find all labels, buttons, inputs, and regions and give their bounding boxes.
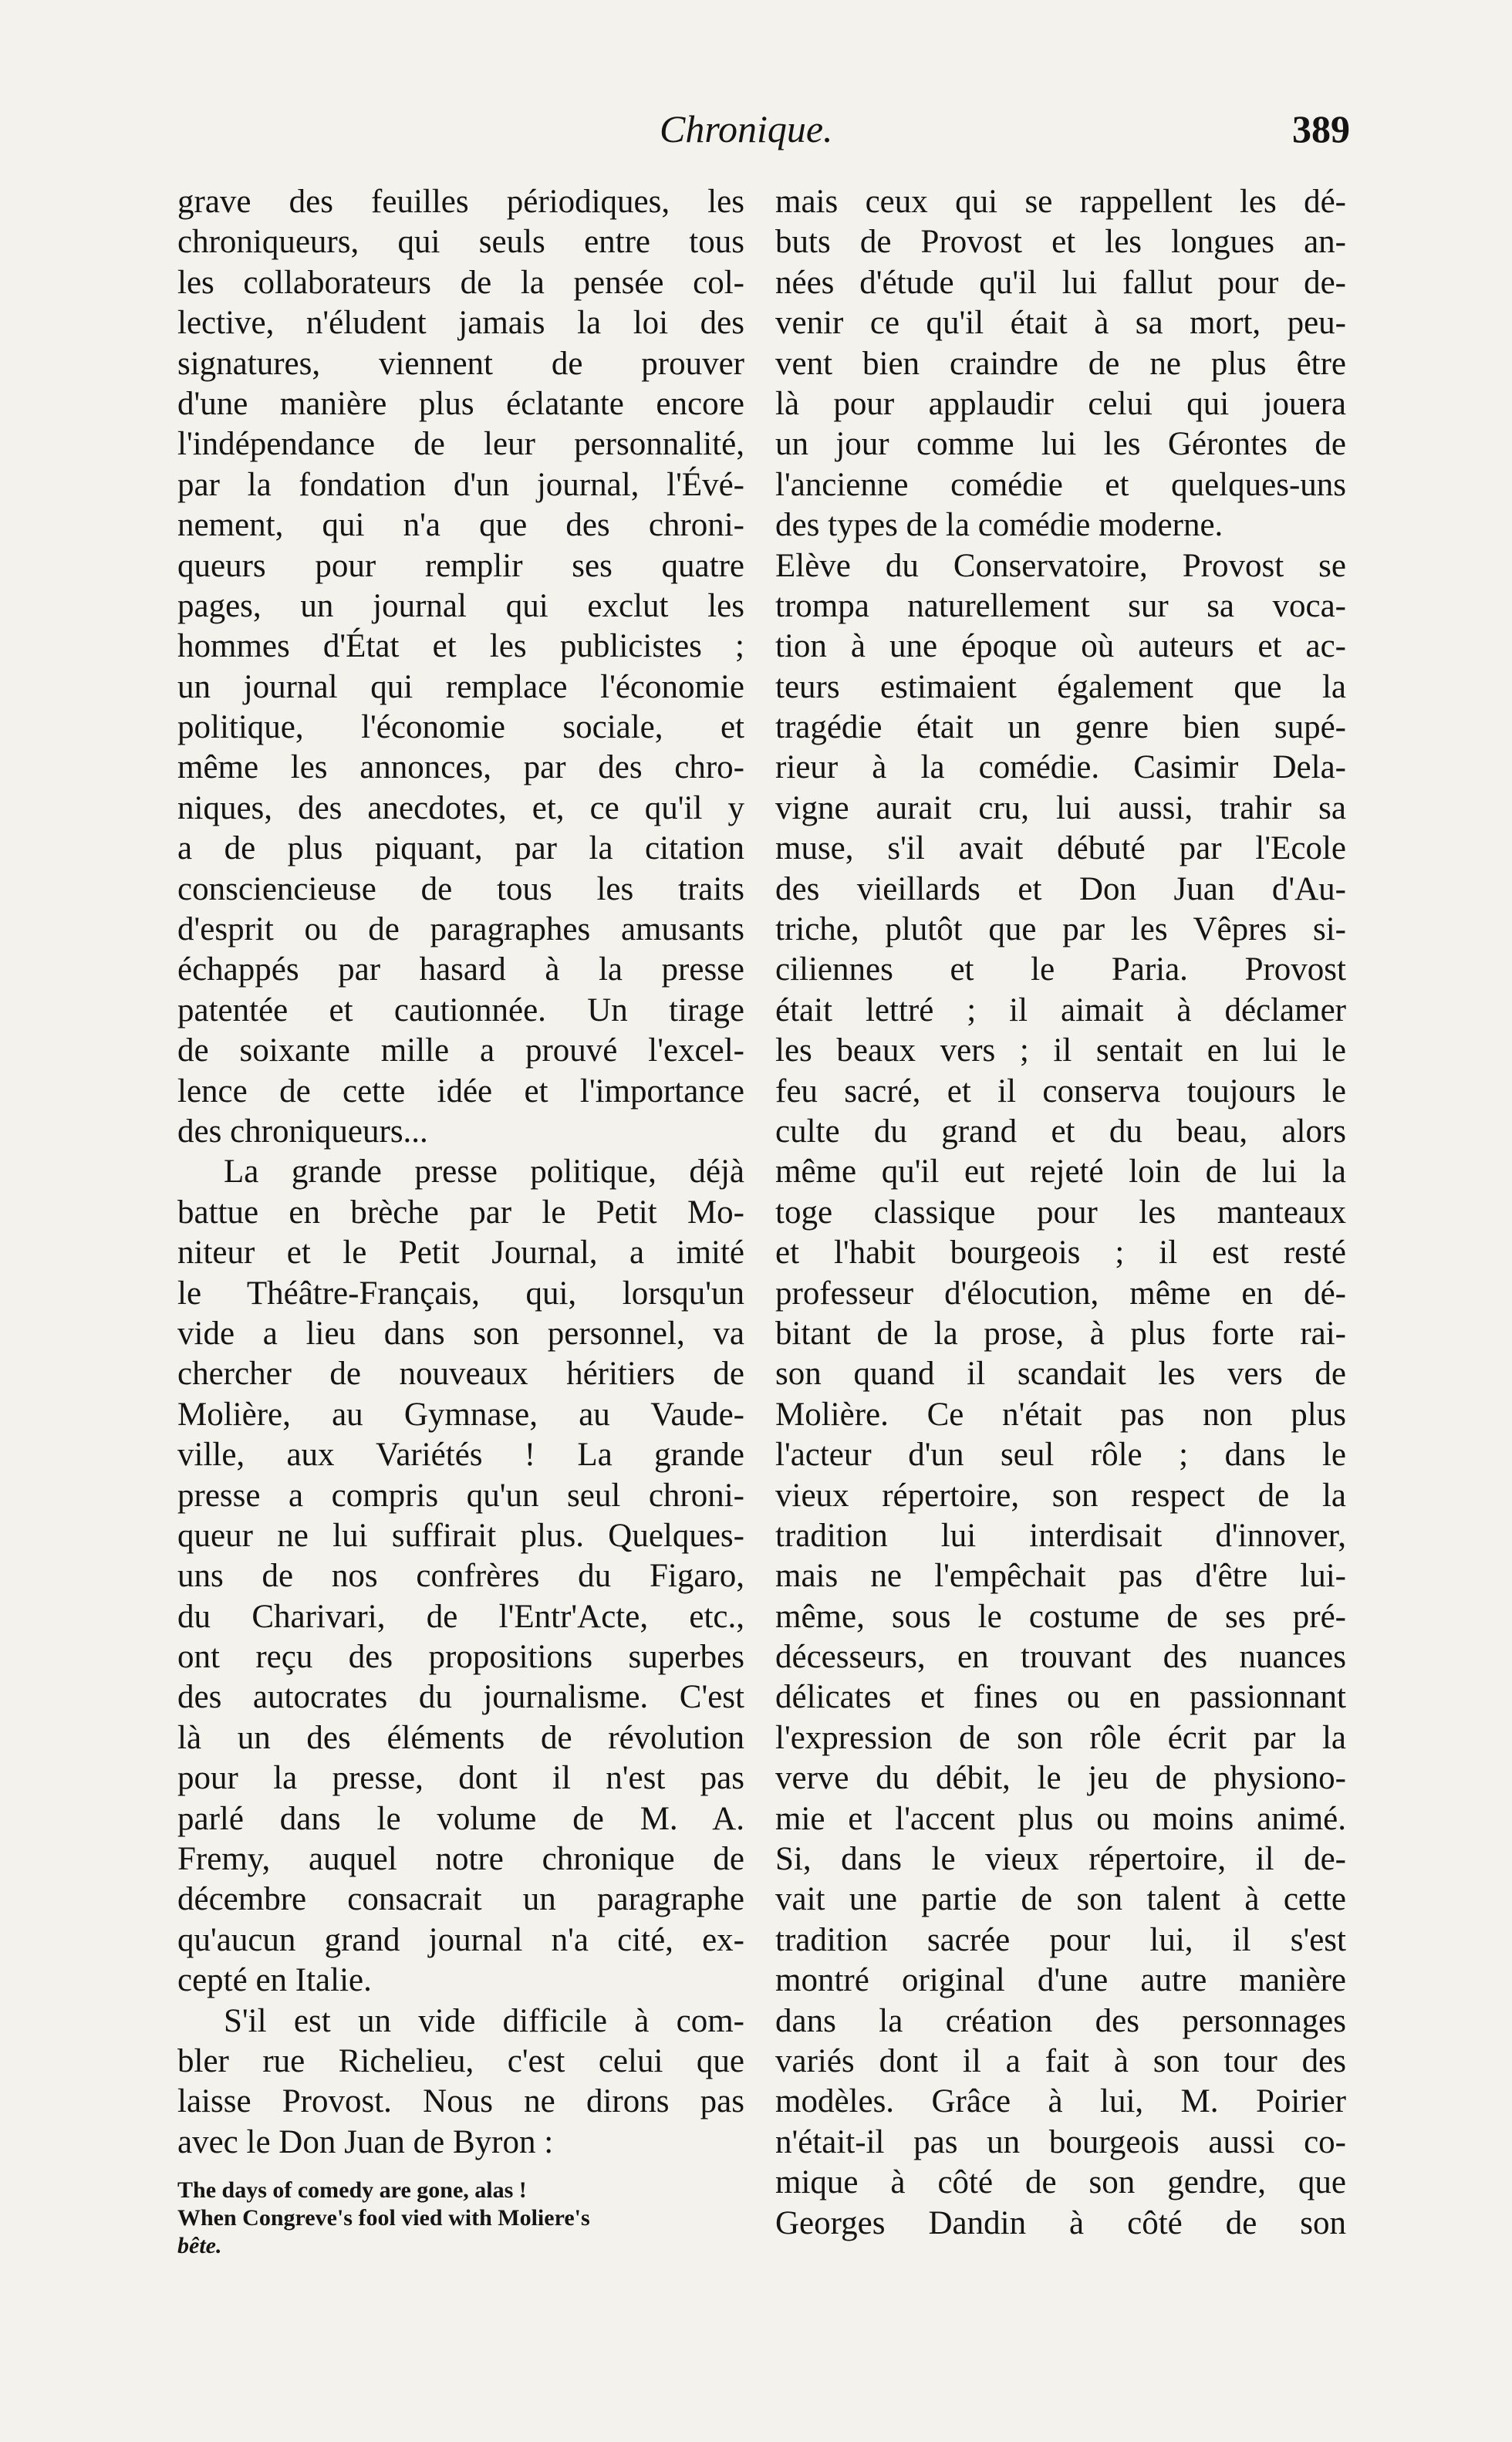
text-line: queur ne lui suffirait plus. Quelques-: [177, 1517, 744, 1554]
text-line: chroniqueurs, qui seuls entre tous: [177, 224, 744, 261]
running-head: [177, 106, 1350, 168]
quote-spacer: [177, 2163, 744, 2177]
text-line: niteur et le Petit Journal, a imité: [177, 1235, 744, 1272]
text-line: bler rue Richelieu, c'est celui que: [177, 2042, 744, 2079]
text-line: d'une manière plus éclatante encore: [177, 385, 744, 422]
text-line: des chroniqueurs...: [177, 1113, 428, 1150]
text-line: tradition lui interdisait d'innover,: [775, 1517, 1346, 1554]
text-line: Si, dans le vieux répertoire, il de-: [775, 1841, 1346, 1878]
text-line: son quand il scandait les vers de: [775, 1356, 1346, 1393]
text-line: vide a lieu dans son personnel, va: [177, 1315, 744, 1352]
text-line: même, sous le costume de ses pré-: [775, 1598, 1346, 1635]
text-line: trompa naturellement sur sa voca-: [775, 587, 1346, 624]
text-line: nement, qui n'a que des chroni-: [177, 507, 744, 544]
text-line: décesseurs, en trouvant des nuances: [775, 1639, 1346, 1676]
text-line: uns de nos confrères du Figaro,: [177, 1558, 744, 1595]
text-line: rieur à la comédie. Casimir Dela-: [775, 749, 1346, 786]
text-line: dans la création des personnages: [775, 2002, 1346, 2039]
text-line: parlé dans le volume de M. A.: [177, 1800, 744, 1837]
text-line: qu'aucun grand journal n'a cité, ex-: [177, 1921, 744, 1958]
text-line: hommes d'État et les publicistes ;: [177, 628, 744, 665]
left-column: [177, 182, 744, 2260]
page-number: 389: [1292, 107, 1350, 150]
right-column: [775, 182, 1346, 2244]
quote-line: The days of comedy are gone, alas !: [177, 2177, 527, 2204]
text-line: du Charivari, de l'Entr'Acte, etc.,: [177, 1598, 744, 1635]
text-line: verve du débit, le jeu de physiono-: [775, 1760, 1346, 1797]
text-line: variés dont il a fait à son tour des: [775, 2042, 1346, 2079]
text-line: ciliennes et le Paria. Provost: [775, 951, 1346, 988]
text-line: même les annonces, par des chro-: [177, 749, 744, 786]
text-line: teurs estimaient également que la: [775, 668, 1346, 705]
text-line: professeur d'élocution, même en dé-: [775, 1275, 1346, 1312]
text-line: vigne aurait cru, lui aussi, trahir sa: [775, 789, 1346, 826]
text-line: nées d'étude qu'il lui fallut pour de-: [775, 264, 1346, 301]
text-line: tradition sacrée pour lui, il s'est: [775, 1921, 1346, 1958]
text-line: d'esprit ou de paragraphes amusants: [177, 911, 744, 948]
text-line: Elève du Conservatoire, Provost se: [775, 547, 1346, 584]
text-line: triche, plutôt que par les Vêpres si-: [775, 911, 1346, 948]
quote-line: When Congreve's fool vied with Moliere's: [177, 2205, 590, 2231]
text-line: queurs pour remplir ses quatre: [177, 547, 744, 584]
text-line: un jour comme lui les Gérontes de: [775, 426, 1346, 463]
text-line: S'il est un vide difficile à com-: [224, 2002, 744, 2039]
text-line: là un des éléments de révolution: [177, 1719, 744, 1756]
text-line: même qu'il eut rejeté loin de lui la: [775, 1153, 1346, 1191]
text-line: politique, l'économie sociale, et: [177, 709, 744, 746]
text-line: vieux répertoire, son respect de la: [775, 1477, 1346, 1514]
text-line: feu sacré, et il conserva toujours le: [775, 1072, 1346, 1110]
text-line: l'indépendance de leur personnalité,: [177, 426, 744, 463]
text-line: bitant de la prose, à plus forte rai-: [775, 1315, 1346, 1352]
text-line: par la fondation d'un journal, l'Évé-: [177, 466, 744, 503]
text-line: délicates et fines ou en passionnant: [775, 1679, 1346, 1716]
text-line: Georges Dandin à côté de son: [775, 2204, 1346, 2241]
text-line: vent bien craindre de ne plus être: [775, 345, 1346, 382]
text-line: mais ceux qui se rappellent les dé-: [775, 184, 1346, 220]
text-line: le Théâtre-Français, qui, lorsqu'un: [177, 1275, 744, 1312]
text-line: des vieillards et Don Juan d'Au-: [775, 870, 1346, 907]
text-line: Molière. Ce n'était pas non plus: [775, 1396, 1346, 1433]
text-line: les collaborateurs de la pensée col-: [177, 264, 744, 301]
text-line: Molière, au Gymnase, au Vaude-: [177, 1396, 744, 1433]
running-title: Chronique.: [660, 107, 833, 150]
text-line: était lettré ; il aimait à déclamer: [775, 991, 1346, 1028]
text-line: avec le Don Juan de Byron :: [177, 2123, 554, 2160]
text-line: l'acteur d'un seul rôle ; dans le: [775, 1437, 1346, 1474]
text-line: niques, des anecdotes, et, ce qu'il y: [177, 789, 744, 826]
text-line: toge classique pour les manteaux: [775, 1194, 1346, 1231]
text-line: ville, aux Variétés ! La grande: [177, 1437, 744, 1474]
text-line: de soixante mille a prouvé l'excel-: [177, 1032, 744, 1069]
text-line: les beaux vers ; il sentait en lui le: [775, 1032, 1346, 1069]
text-line: ont reçu des propositions superbes: [177, 1639, 744, 1676]
text-line: buts de Provost et les longues an-: [775, 224, 1346, 261]
text-line: venir ce qu'il était à sa mort, peu-: [775, 305, 1346, 342]
quote-line: bête.: [177, 2233, 222, 2259]
text-line: pages, un journal qui exclut les: [177, 587, 744, 624]
text-line: des autocrates du journalisme. C'est: [177, 1679, 744, 1716]
text-line: culte du grand et du beau, alors: [775, 1113, 1346, 1150]
text-line: lective, n'éludent jamais la loi des: [177, 305, 744, 342]
text-line: a de plus piquant, par la citation: [177, 830, 744, 867]
text-line: grave des feuilles périodiques, les: [177, 184, 744, 220]
text-line: Fremy, auquel notre chronique de: [177, 1841, 744, 1878]
text-line: l'ancienne comédie et quelques-uns: [775, 466, 1346, 503]
text-line: modèles. Grâce à lui, M. Poirier: [775, 2083, 1346, 2120]
text-line: mais ne l'empêchait pas d'être lui-: [775, 1558, 1346, 1595]
text-line: consciencieuse de tous les traits: [177, 870, 744, 907]
text-line: chercher de nouveaux héritiers de: [177, 1356, 744, 1393]
text-line: muse, s'il avait débuté par l'Ecole: [775, 830, 1346, 867]
text-line: un journal qui remplace l'économie: [177, 668, 744, 705]
text-line: décembre consacrait un paragraphe: [177, 1881, 744, 1918]
text-line: tion à une époque où auteurs et ac-: [775, 628, 1346, 665]
text-line: des types de la comédie moderne.: [775, 507, 1223, 544]
text-line: mie et l'accent plus ou moins animé.: [775, 1800, 1346, 1837]
text-line: tragédie était un genre bien supé-: [775, 709, 1346, 746]
text-line: La grande presse politique, déjà: [224, 1153, 744, 1191]
text-line: et l'habit bourgeois ; il est resté: [775, 1235, 1346, 1272]
text-line: là pour applaudir celui qui jouera: [775, 385, 1346, 422]
text-line: presse a compris qu'un seul chroni-: [177, 1477, 744, 1514]
text-line: signatures, viennent de prouver: [177, 345, 744, 382]
text-line: échappés par hasard à la presse: [177, 951, 744, 988]
text-line: vait une partie de son talent à cette: [775, 1881, 1346, 1918]
text-line: battue en brèche par le Petit Mo-: [177, 1194, 744, 1231]
text-line: lence de cette idée et l'importance: [177, 1072, 744, 1110]
text-line: montré original d'une autre manière: [775, 1962, 1346, 1999]
text-line: patentée et cautionnée. Un tirage: [177, 991, 744, 1028]
text-line: laisse Provost. Nous ne dirons pas: [177, 2083, 744, 2120]
text-line: cepté en Italie.: [177, 1962, 372, 1999]
text-line: l'expression de son rôle écrit par la: [775, 1719, 1346, 1756]
text-line: pour la presse, dont il n'est pas: [177, 1760, 744, 1797]
text-line: n'était-il pas un bourgeois aussi co-: [775, 2123, 1346, 2160]
text-line: mique à côté de son gendre, que: [775, 2164, 1346, 2201]
